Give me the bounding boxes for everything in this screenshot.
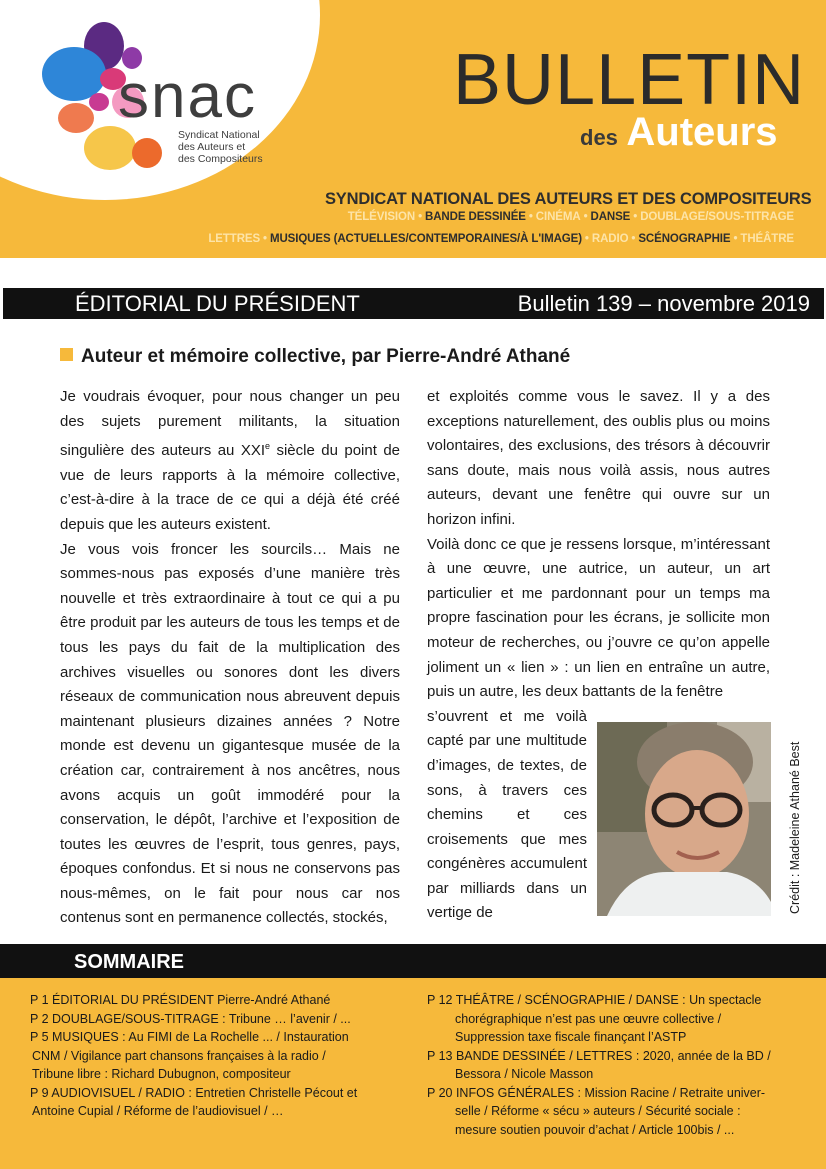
separator-dot: • bbox=[733, 233, 738, 245]
bulletin-title: BULLETIN bbox=[453, 40, 806, 120]
article-column-1 bbox=[60, 385, 400, 931]
masthead bbox=[0, 0, 826, 258]
toc-entry[interactable]: P 2 DOUBLAGE/SOUS-TITRAGE : Tribune … l’avenir / ... bbox=[30, 1011, 351, 1026]
paragraph: et exploités comme vous le savez. Il y a des exceptions naturellement, des oublis plus ou moins volontaires, des exclusions, des trésors à découvrir sans doute, mais nous voilà assis, nous autres auteurs, devant une fenêtre qui ouvre sur un horizon infini. bbox=[427, 388, 770, 528]
toc-entry[interactable]: P 20 INFOS GÉNÉRALES : Mission Racine / Retraite univer- bbox=[427, 1085, 766, 1100]
toc-entry-continued: Bessora / Nicole Masson bbox=[455, 1067, 594, 1081]
toc-entry-continued: Suppression taxe fiscale finançant l’ASTP bbox=[455, 1030, 687, 1044]
article-title bbox=[60, 346, 570, 368]
separator-dot: • bbox=[528, 211, 533, 223]
toc-entry-continued: mesure soutien pouvoir d’achat / Article 100bis / ... bbox=[455, 1122, 735, 1137]
toc-entry-continued: CNM / Vigilance part chansons françaises à la radio / bbox=[32, 1048, 326, 1063]
separator-dot: • bbox=[631, 233, 636, 245]
paragraph bbox=[60, 385, 400, 538]
toc-entry[interactable]: P 12 THÉÂTRE / SCÉNOGRAPHIE / DANSE : Un spectacle bbox=[427, 993, 762, 1007]
bullet-square-icon bbox=[60, 348, 73, 361]
text-span: siècle du point de vue de leurs rapports à la mémoire collective, c’est-à-dire à la trace de ce qui a déjà été créé depuis que les auteurs existent. bbox=[60, 442, 401, 533]
sommaire-title: SOMMAIRE bbox=[74, 951, 184, 973]
disciplines-line-2 bbox=[208, 233, 794, 245]
section-title: ÉDITORIAL DU PRÉSIDENT bbox=[75, 291, 360, 316]
separator-dot: • bbox=[584, 233, 589, 245]
separator-dot: • bbox=[418, 211, 423, 223]
toc-entry-continued: chorégraphique n’est pas une œuvre collective / bbox=[455, 1011, 722, 1026]
toc-entry-continued: selle / Réforme « sécu » auteurs / Sécurité sociale : bbox=[455, 1104, 741, 1118]
disciplines-line-1 bbox=[348, 211, 794, 223]
section-bar bbox=[3, 288, 824, 319]
discipline-item: TÉLÉVISION bbox=[347, 211, 416, 223]
toc-entry[interactable]: P 9 AUDIOVISUEL / RADIO : Entretien Christelle Pécout et bbox=[30, 1085, 358, 1100]
discipline-item: THÉÂTRE bbox=[740, 233, 794, 245]
author-photo bbox=[597, 722, 771, 916]
des-word: des bbox=[580, 125, 618, 150]
discipline-item: RADIO bbox=[591, 233, 629, 245]
text-span: Je voudrais évoquer, pour nous changer un peu des sujets purement militants, la situation singulière des auteurs au XXI bbox=[60, 388, 400, 460]
toc-entry[interactable]: P 1 ÉDITORIAL DU PRÉSIDENT Pierre-André Athané bbox=[30, 993, 331, 1007]
article-title-text: Auteur et mémoire collective, par Pierre-André Athané bbox=[81, 346, 571, 367]
discipline-item: SCÉNOGRAPHIE bbox=[638, 233, 731, 245]
snac-logo[interactable] bbox=[0, 0, 300, 200]
logo-subtitle bbox=[178, 129, 298, 165]
discipline-item: LETTRES bbox=[208, 233, 261, 245]
discipline-item: CINÉMA bbox=[535, 211, 581, 223]
auteurs-word: Auteurs bbox=[626, 110, 778, 154]
logo-sub-line: Syndicat National bbox=[178, 129, 260, 141]
logo-wordmark: snac bbox=[118, 62, 257, 131]
toc-right-column bbox=[427, 991, 807, 1139]
toc-entry[interactable]: P 5 MUSIQUES : Au FIMI de La Rochelle ... / Instauration bbox=[30, 1030, 349, 1044]
paragraph: Voilà donc ce que je ressens lorsque, m’intéressant à une œuvre, une autrice, un auteur, un art particulier et me pardonnant pour un temps ma propre fascination pour les écrans, je sollicite mon moteur de recherches, ou j’ouvre ce qu’on appelle joliment un « lien » : un lien en entraîne un autre, puis un autre, les deux battants de la fenêtre bbox=[427, 535, 770, 701]
des-auteurs-title bbox=[580, 112, 778, 152]
toc-entry-continued: Tribune libre : Richard Dubugnon, compositeur bbox=[32, 1067, 291, 1081]
separator-dot: • bbox=[583, 211, 588, 223]
discipline-item: MUSIQUES (ACTUELLES/CONTEMPORAINES/À L'IMAGE) bbox=[269, 233, 582, 245]
paragraph-wrapped: s’ouvrent et me voilà capté par une multitude d’images, de textes, de sons, à travers ces chemins et ces croisements que mes congénères accumulent par milliards dans un vertige de bbox=[427, 707, 587, 922]
sommaire-bar bbox=[0, 944, 826, 978]
toc-entry[interactable]: P 13 BANDE DESSINÉE / LETTRES : 2020, année de la BD / bbox=[427, 1048, 771, 1063]
logo-sub-line: des Auteurs et bbox=[178, 141, 246, 153]
superscript: e bbox=[265, 441, 271, 452]
portrait-image-icon bbox=[597, 722, 771, 916]
separator-dot: • bbox=[633, 211, 638, 223]
discipline-item: BANDE DESSINÉE bbox=[425, 211, 526, 223]
syndicat-heading: SYNDICAT NATIONAL DES AUTEURS ET DES COMPOSITEURS bbox=[325, 190, 812, 208]
paragraph: Je vous vois froncer les sourcils… Mais ne sommes-nous pas exposés d’une manière très nouvelle et très extraordinaire à tout ce qui a pu être produit par les auteurs de tous les temps et de tous les pays du fait de la multiplication des archives visuelles ou sonores dont les divers réseaux de communication nous abreuvent depuis maintenant plusieurs dizaines années ? Notre monde est devenu un gigantesque musée de la création car, contrairement à nos ancêtres, nous avons acquis un goût immodéré pour la conservation, le dépôt, l’archive et l’exposition de toutes les œuvres de l’esprit, tous genres, pays, époques confondus. Et si nous ne conservons pas nous-mêmes, on le fait pour nous car nos contenus sont en permanence collectés, stockés, bbox=[60, 540, 400, 927]
separator-dot: • bbox=[263, 233, 267, 245]
photo-credit: Crédit : Madeleine Athané Best bbox=[788, 741, 802, 914]
discipline-item: DANSE bbox=[590, 211, 631, 223]
discipline-item: DOUBLAGE/SOUS-TITRAGE bbox=[640, 211, 794, 223]
toc-entry-continued: Antoine Cupial / Réforme de l’audiovisuel / … bbox=[32, 1104, 284, 1118]
issue-number: Bulletin 139 – novembre 2019 bbox=[517, 291, 810, 316]
toc-left-column bbox=[30, 991, 400, 1121]
logo-sub-line: des Compositeurs bbox=[178, 153, 263, 165]
